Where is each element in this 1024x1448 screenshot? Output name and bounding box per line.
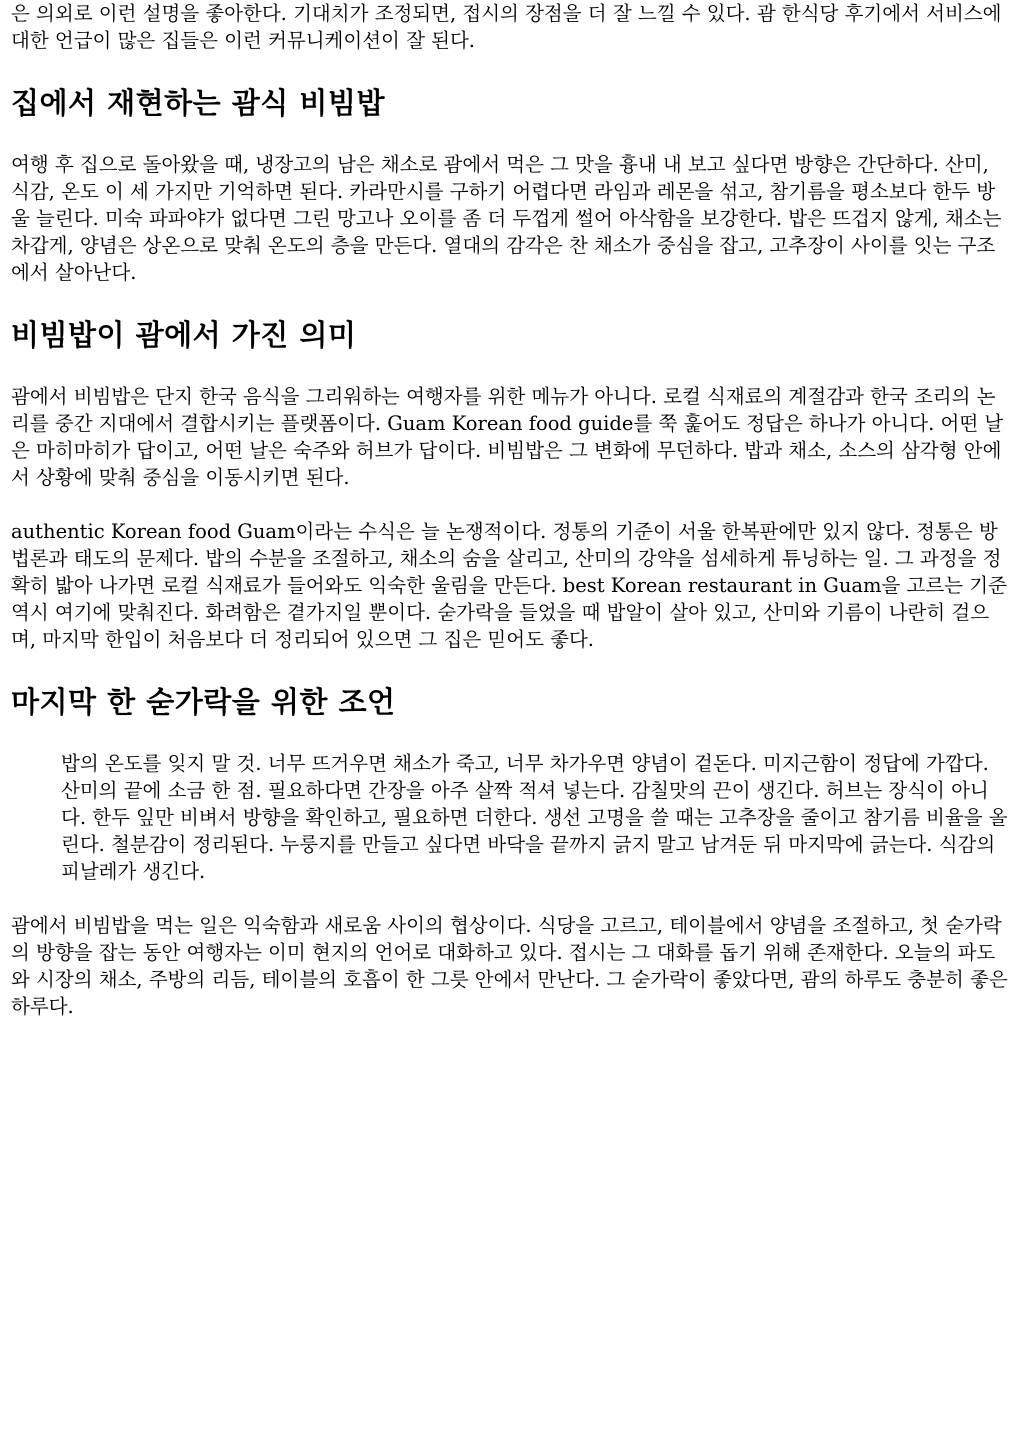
closing-paragraph: 괌에서 비빔밥을 먹는 일은 익숙함과 새로움 사이의 협상이다. 식당을 고르고, 테이블에서 양념을 조절하고, 첫 숟가락의 방향을 잡는 동안 여행자는 이미 현지의 언어로 대화하고 있다. 접시는 그 대화를 돕기 위해 존재한다. 오늘의 파도와 시장의 채소, 주방의 리듬, 테이블의 호흡이 한 그릇 안에서 만난다. 그 숟가락이 좋았다면, 괌의 하루도 충분히 좋은 하루다. (11, 914, 1008, 1018)
heading-home-recipe: 집에서 재현하는 괌식 비빔밥 (11, 86, 385, 120)
heading-bibimbap-meaning: 비빔밥이 괌에서 가진 의미 (11, 318, 357, 352)
intro-paragraph: 은 의외로 이런 설명을 좋아한다. 기대치가 조정되면, 접시의 장점을 더 잘 느낄 수 있다. 괌 한식당 후기에서 서비스에 대한 언급이 많은 집들은 이런 커뮤니케이션이 잘 된다. (11, 2, 1002, 52)
meaning-paragraph-2: authentic Korean food Guam이라는 수식은 늘 논쟁적이다. 정통의 기준이 서울 한복판에만 있지 않다. 정통은 방법론과 태도의 문제다. 밥의 수분을 조절하고, 채소의 숨을 살리고, 산미의 강약을 섬세하게 튜닝하는 일. 그 과정을 정확히 밟아 나가면 로컬 식재료가 들어와도 익숙한 울림을 만든다. best Korean restaurant in Guam을 고르는 기준 역시 여기에 맞춰진다. 화려함은 곁가지일 뿐이다. 숟가락을 들었을 때 밥알이 살아 있고, 산미와 기름이 나란히 걸으며, 마지막 한입이 처음보다 더 정리되어 있으면 그 집은 믿어도 좋다. (11, 520, 1007, 651)
home-recipe-paragraph: 여행 후 집으로 돌아왔을 때, 냉장고의 남은 채소로 괌에서 먹은 그 맛을 흉내 내 보고 싶다면 방향은 간단하다. 산미, 식감, 온도 이 세 가지만 기억하면 된다. 카라만시를 구하기 어렵다면 라임과 레몬을 섞고, 참기름을 평소보다 한두 방울 늘린다. 미숙 파파야가 없다면 그린 망고나 오이를 좀 더 두껍게 썰어 아삭함을 보강한다. 밥은 뜨겁지 않게, 채소는 차갑게, 양념은 상온으로 맞춰 온도의 층을 만든다. 열대의 감각은 찬 채소가 중심을 잡고, 고추장이 사이를 잇는 구조에서 살아난다. (11, 153, 1002, 284)
article-body (11, 0, 1012, 1020)
tips-blockquote: 밥의 온도를 잊지 말 것. 너무 뜨거우면 채소가 죽고, 너무 차가우면 양념이 겉돈다. 미지근함이 정답에 가깝다. 산미의 끝에 소금 한 점. 필요하다면 간장을 아주 살짝 적셔 넣는다. 감칠맛의 끈이 생긴다. 허브는 장식이 아니다. 한두 잎만 비벼서 방향을 확인하고, 필요하면 더한다. 생선 고명을 쓸 때는 고추장을 줄이고 참기름 비율을 올린다. 철분감이 정리된다. 누룽지를 만들고 싶다면 바닥을 끝까지 긁지 말고 남겨둔 뒤 마지막에 긁는다. 식감의 피날레가 생긴다. (61, 752, 1008, 883)
meaning-paragraph-1: 괌에서 비빔밥은 단지 한국 음식을 그리워하는 여행자를 위한 메뉴가 아니다. 로컬 식재료의 계절감과 한국 조리의 논리를 중간 지대에서 결합시키는 플랫폼이다. Guam Korean food guide를 쭉 훑어도 정답은 하나가 아니다. 어떤 날은 마히마히가 답이고, 어떤 날은 숙주와 허브가 답이다. 비빔밥은 그 변화에 무던하다. 밥과 채소, 소스의 삼각형 안에서 상황에 맞춰 중심을 이동시키면 된다. (11, 385, 1004, 489)
heading-last-spoon-tips: 마지막 한 숟가락을 위한 조언 (11, 685, 396, 719)
